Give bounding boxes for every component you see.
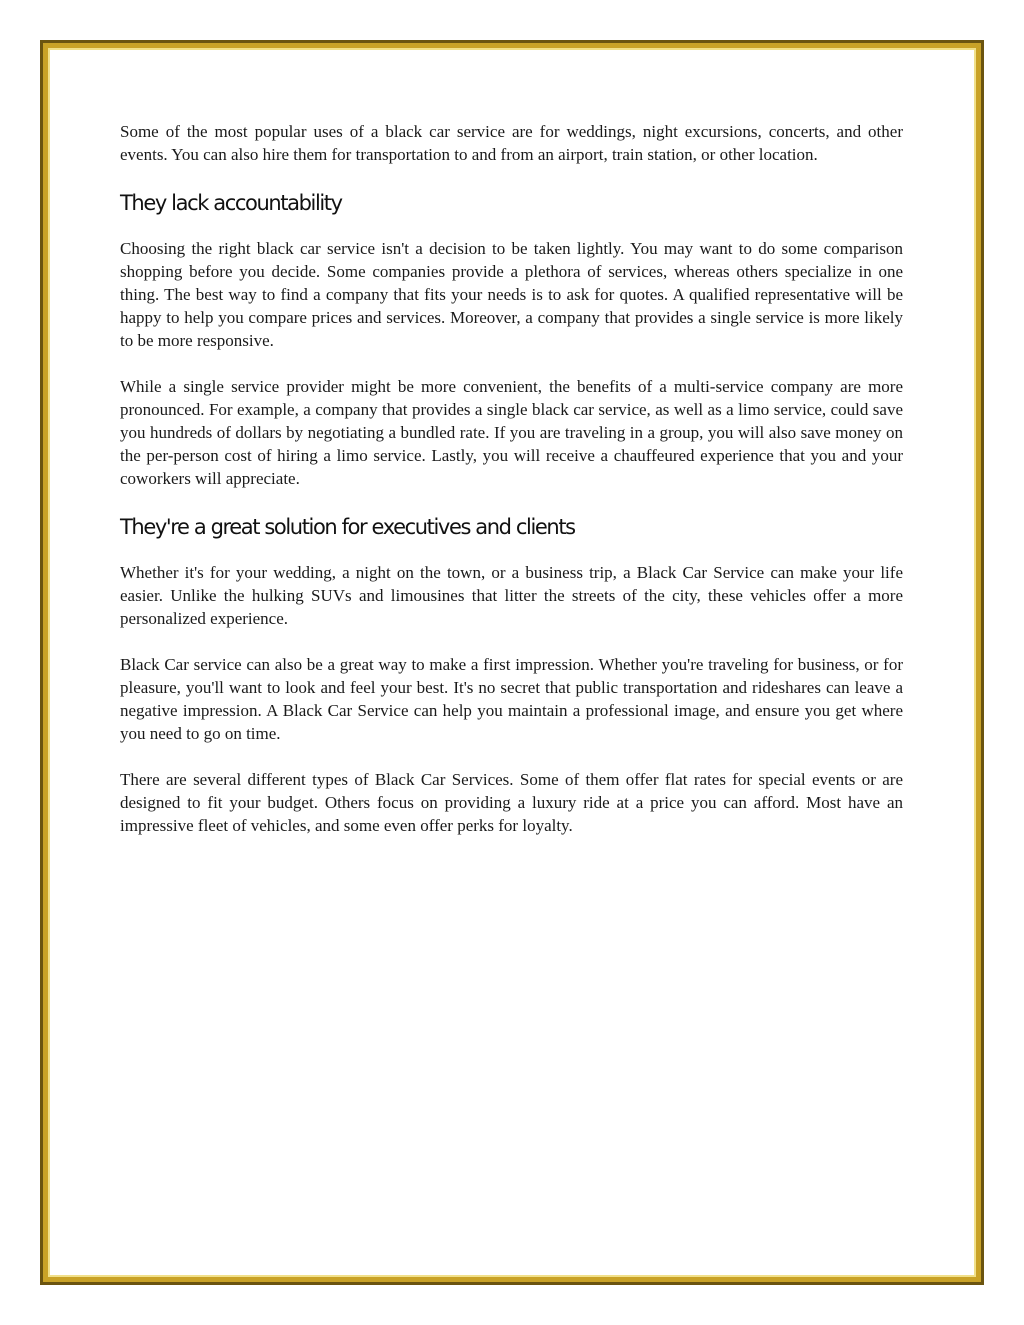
paragraph: Black Car service can also be a great way to make a first impression. Whether you're traveling for business, or for pleasure, you'll want to look and feel your best. It's no secret that public transportation and rideshares can leave a negative impression. A Black Car Service can help you maintain a professional image, and ensure you get where you need to go on time. <box>120 655 903 743</box>
intro-paragraph: Some of the most popular uses of a black car service are for weddings, night excursions, concerts, and other events. You can also hire them for transportation to and from an airport, train station, or other location. <box>120 122 903 164</box>
paragraph: Whether it's for your wedding, a night on the town, or a business trip, a Black Car Service can make your life easier. Unlike the hulking SUVs and limousines that litter the streets of the city, these vehicles offer a more personalized experience. <box>120 563 903 628</box>
document-body <box>120 120 903 860</box>
section-heading-executives: They're a great solution for executives and clients <box>120 515 575 539</box>
paragraph: While a single service provider might be more convenient, the benefits of a multi-service company are more pronounced. For example, a company that provides a single black car service, as well as a limo service, could save you hundreds of dollars by negotiating a bundled rate. If you are traveling in a group, you will also save money on the per-person cost of hiring a limo service. Lastly, you will receive a chauffeured experience that you and your coworkers will appreciate. <box>120 377 903 488</box>
paragraph: There are several different types of Black Car Services. Some of them offer flat rates for special events or are designed to fit your budget. Others focus on providing a luxury ride at a price you can afford. Most have an impressive fleet of vehicles, and some even offer perks for loyalty. <box>120 770 903 835</box>
paragraph: Choosing the right black car service isn't a decision to be taken lightly. You may want to do some comparison shopping before you decide. Some companies provide a plethora of services, whereas others specialize in one thing. The best way to find a company that fits your needs is to ask for quotes. A qualified representative will be happy to help you compare prices and services. Moreover, a company that provides a single service is more likely to be more responsive. <box>120 239 903 350</box>
section-heading-accountability: They lack accountability <box>120 191 342 215</box>
